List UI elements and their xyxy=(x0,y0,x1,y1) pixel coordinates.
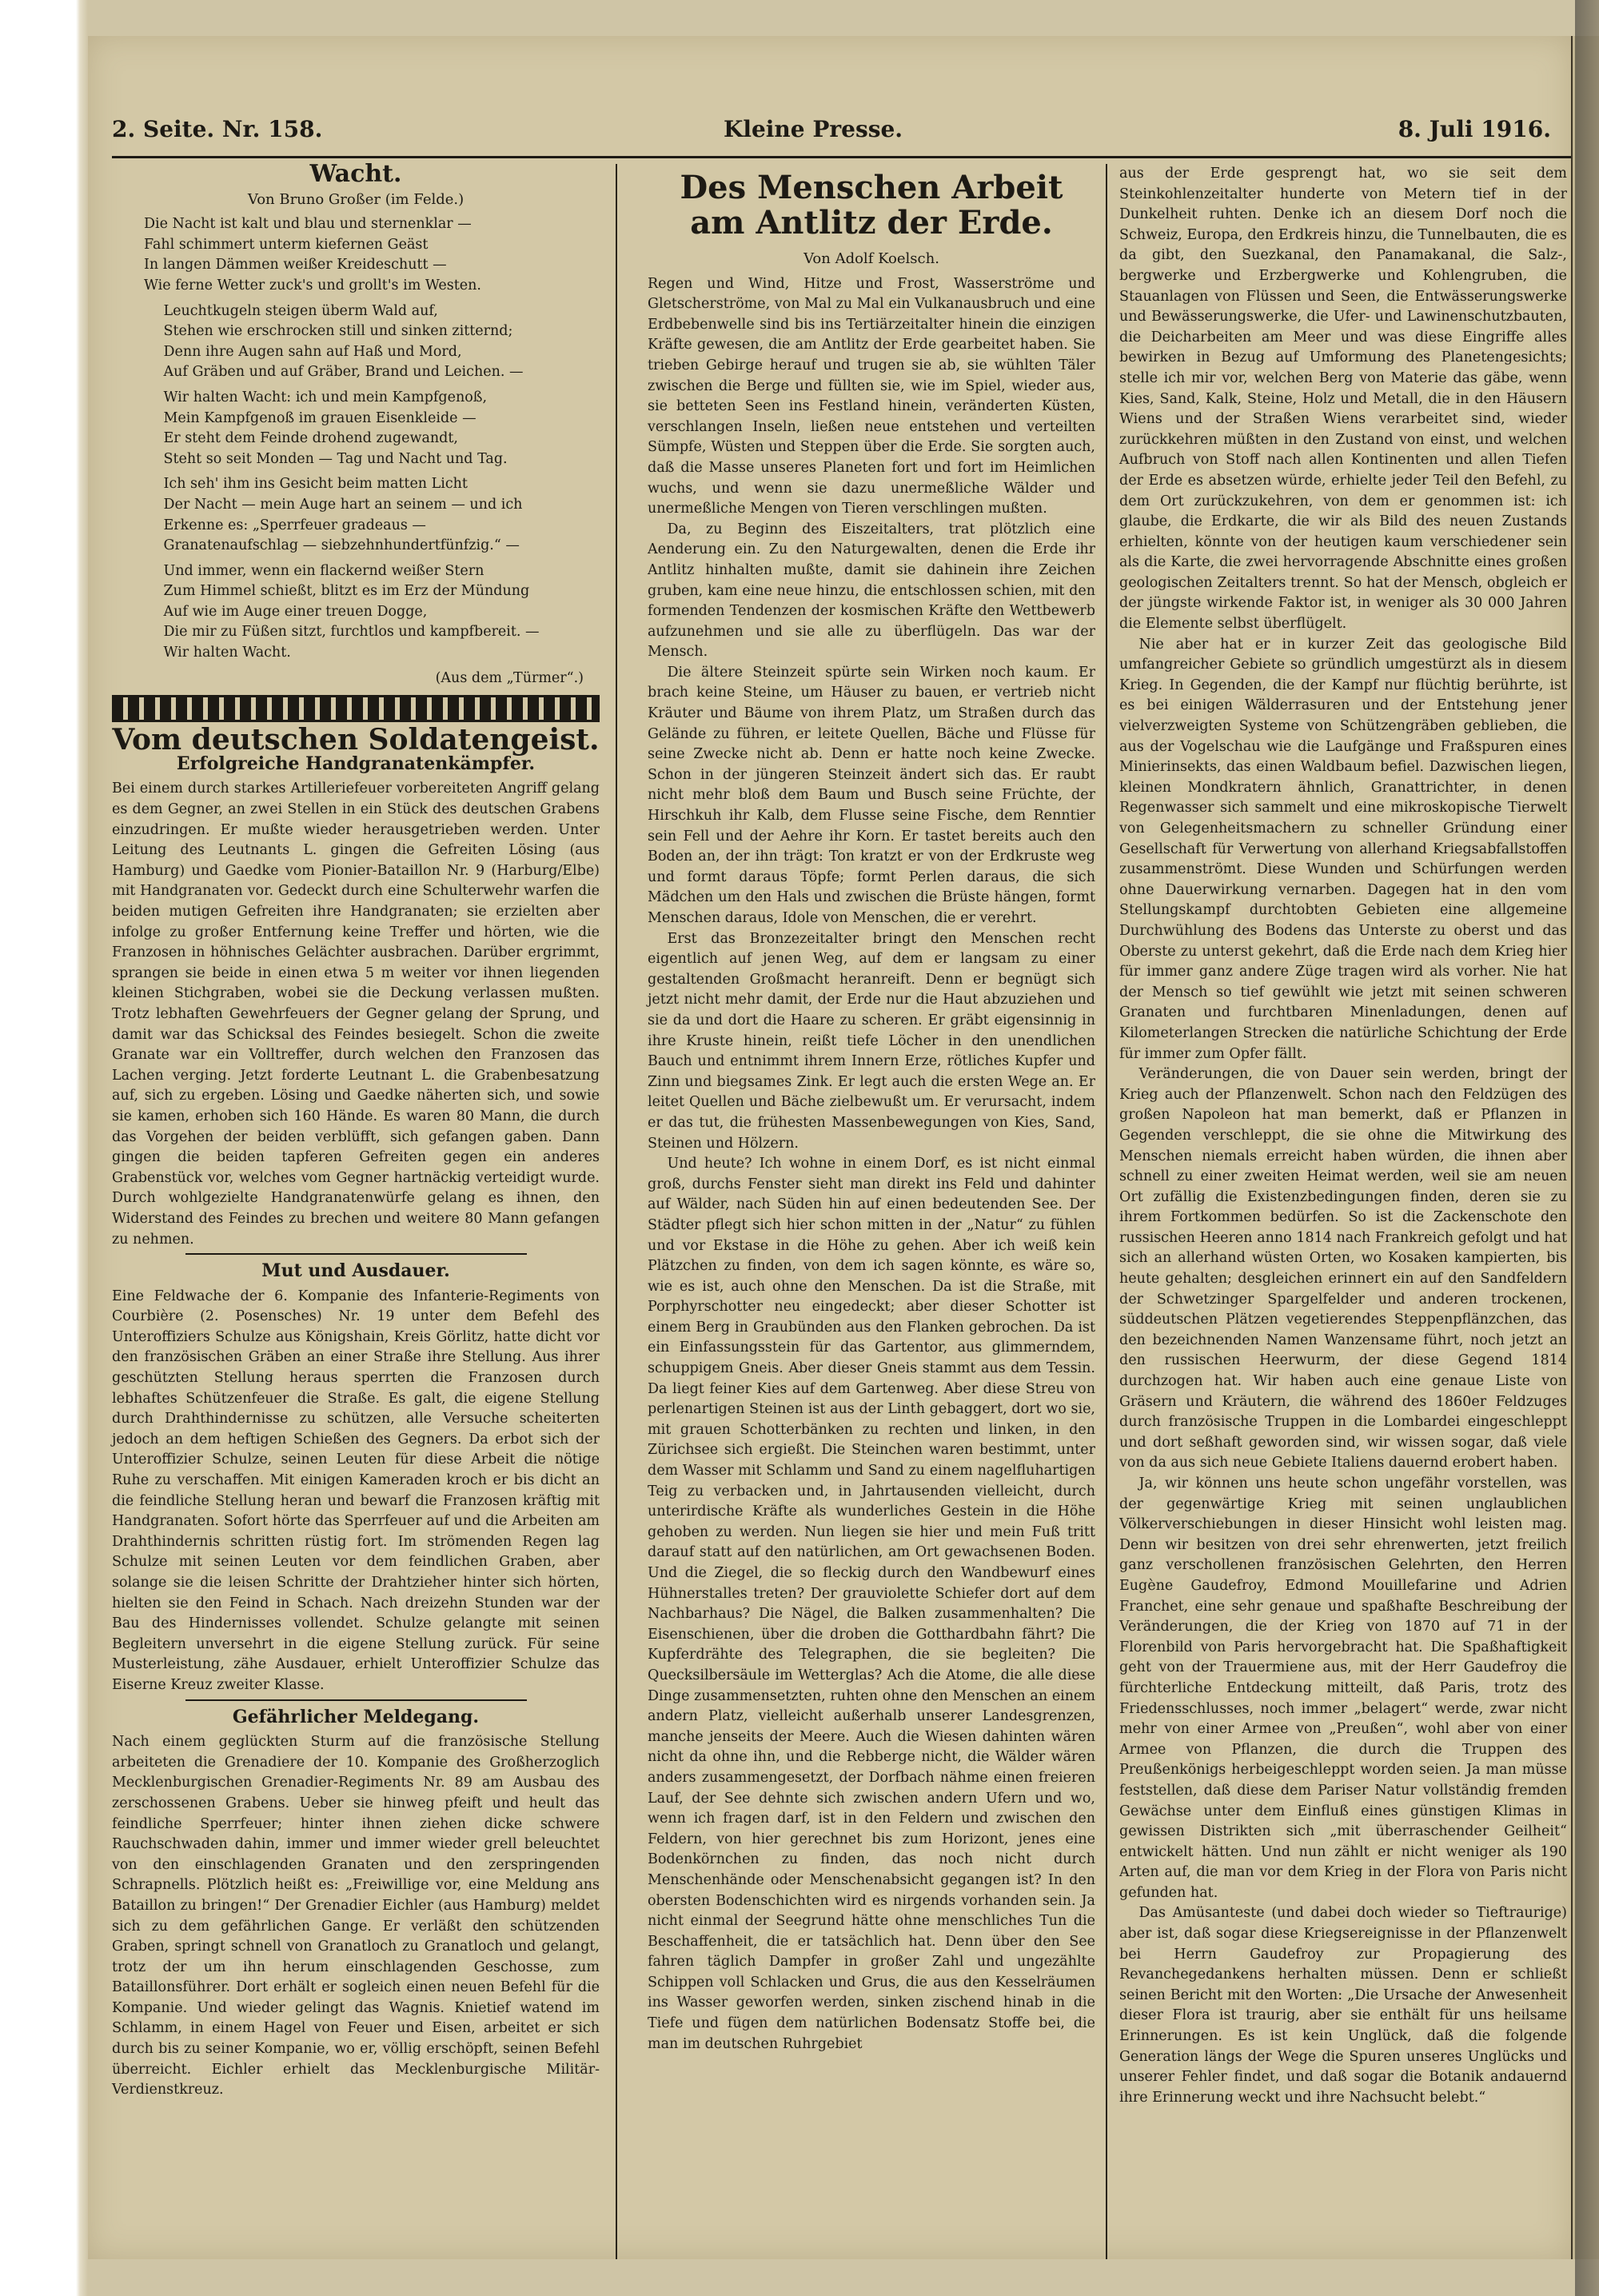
poem-line: Ich seh' ihm ins Gesicht beim matten Licht xyxy=(163,476,468,493)
article-paragraph: Nach einem geglückten Sturm auf die französische Stellung arbeiteten die Grenadiere der 10. Kompanie des Großherzoglich Mecklenburgischen Grenadier-Regiments Nr. 89 am Ausbau des zerschossenen Grabens. Ueber sie hinweg pfeift und heult das feindliche Sperrfeuer; hinter ihnen ziehen dicke schwere Rauchschwaden dahin, immer und immer wieder grell beleuchtet von den einschlagenden Granaten und den zerspringenden Schrapnells. Plötzlich heißt es: „Freiwillige vor, eine Meldung ans Bataillon zu bringen!“ Der Grenadier Eichler (aus Hamburg) meldet sich zu dem gefährlichen Gange. Er verläßt den schützenden Graben, springt schnell von Granatloch zu Granatloch und gelangt, trotz der um ihn herum einschlagenden Geschosse, zum Bataillonsführer. Dort erhält er sogleich einen neuen Befehl für die Kompanie. Und wieder gelingt das Wagnis. Knietief watend im Schlamm, in einem Hagel von Feuer und Eisen, arbeitet er sich durch bis zu seiner Kompanie, wo er, völlig erschöpft, seinen Befehl überreicht. Eichler erhielt das Mecklenburgische Militär-Verdienstkreuz. xyxy=(112,1734,600,2098)
article-paragraph: Das Amüsanteste (und dabei doch wieder so Tieftraurige) aber ist, daß sogar diese Kriegsereignisse in der Pflanzenwelt bei Herrn Gaudefroy zur Propagierung des Revanchegedankens herhalten müssen. Denn er schließt seinen Bericht mit den Worten: „Die Ursache der Anwesenheit dieser Flora ist traurig, aber sie enthält für uns heilsame Erinnerungen. Es ist kein Unglück, daß die folgende Generation längs der Wege die Spuren unseres Unglücks und unserer Fehler findet, und daß sogar die Botanik andauernd ihre Erinnerung weckt und ihre Nachsucht belebt.“ xyxy=(1119,1905,1567,2106)
header-page-number: 2. Seite. Nr. 158. xyxy=(112,116,323,142)
poem-source: (Aus dem „Türmer“.) xyxy=(435,669,584,686)
poem-line: Die mir zu Füßen sitzt, furchtlos und kampfbereit. — xyxy=(163,624,540,641)
article-paragraph: Die ältere Steinzeit spürte sein Wirken noch kaum. Er brach keine Steine, um Häuser zu bauen, er vertrieb nicht Kräuter und Bäume von ihrem Platz, um Straßen durch das Gelände zu führen, er leitete Quellen, Bäche und Flüsse für seine Zwecke nicht ab. Denn er hatte noch keine Zwecke. Schon in der jüngeren Steinzeit ändert sich das. Er raubt nicht mehr bloß dem Baum und Busch seine Früchte, der Hirschkuh ihr Kalb, dem Flusse seine Fische, dem Renntier sein Fell und der Aehre ihr Korn. Er tastet bereits auch den Boden an, der ihn trägt: Ton kratzt er von der Erdkruste weg und formt daraus Töpfe; formt Perlen daraus, die sich Mädchen um den Hals und zwischen die Brüste hängen, formt Menschen daraus, Idole von Menschen, die er verehrt. xyxy=(648,664,1095,926)
article-paragraph: aus der Erde gesprengt hat, wo sie seit dem Steinkohlenzeitalter hunderte von Metern tief in der Dunkelheit ruhten. Denke ich an diesem Dorf noch die Schweiz, Europa, den Erdkreis hinzu, die Tunnelbauten, die es da gibt, den Suezkanal, den Panamakanal, die Salz-, bergwerke und Erzbergwerke und Kohlengruben, die Stauanlagen von Flüssen und Seen, die Entwässerungswerke und Bewässerungswerke, die Ufer- und Lawinenschutzbauten, die Deicharbeiten am Meer und was diese Eingriffe alles bewirken in Bezug auf Umformung des Planetengesichts; stelle ich mir vor, welchen Berg von Materie das gäbe, wenn Kies, Sand, Kalk, Steine, Holz und Metall, die in den Häusern Wiens und der Straßen Wiens verarbeitet sind, wieder zurückkehren müßten in den Zustand von einst, und welchen Aufbruch von Stoff nach allen Kontinenten und allen Tiefen der Erde es absetzen würde, erhielte jeder Teil den Befehl, zu dem Ort zurückzukehren, von dem er genommen ist: ich glaube, die Erdkarte, die wir als Bild des neuen Zustands erhielten, könnte von der heutigen kaum verschiedener sein als die Karte, die zwei hervorragende Abschnitte eines großen geologischen Zeitalters trennt. So hat der Mensch, obgleich er der jüngste wirkende Faktor ist, in weniger als 30 000 Jahren die Elemente selbst überflügelt. xyxy=(1119,166,1567,633)
poem-line: Wie ferne Wetter zuck's und grollt's im Westen. xyxy=(144,277,481,293)
article-paragraph: Erst das Bronzezeitalter bringt den Menschen recht eigentlich auf jenen Weg, auf dem er langsam zu einer gestaltenden Großmacht heranreift. Denn er begnügt sich jetzt nicht mehr damit, der Erde nur die Haut abzuziehen und sie da und dort die Haare zu scheren. Er gräbt eigensinnig in ihre Kruste hinein, reißt tiefe Löcher in den unendlichen Bauch und entnimmt ihrem Innern Erze, rötliches Kupfer und Zinn und biegsames Zink. Er legt auch die ersten Wege an. Er leitet Quellen und Bäche zielbewußt um. Er verursacht, indem er das tut, die frühesten Massenbewegungen von Kies, Sand, Steinen und Hölzern. xyxy=(648,930,1095,1152)
article-title: Des Menschen Arbeit am Antlitz der Erde. xyxy=(680,169,1063,242)
divider xyxy=(185,1699,527,1701)
column-3 xyxy=(1119,164,1567,2108)
poem-line: Stehen wie erschrocken still und sinken zitternd; xyxy=(163,323,513,340)
poem-line: Zum Himmel schießt, blitzt es im Erz der Mündung xyxy=(163,583,530,600)
poem-line: Fahl schimmert unterm kiefernen Geäst xyxy=(144,236,429,253)
article-paragraph: Bei einem durch starkes Artilleriefeuer vorbereiteten Angriff gelang es dem Gegner, an zwei Stellen in ein Stück des deutschen Grabens einzudringen. Er mußte wieder herausgetrieben werden. Unter Leitung des Leutnants L. gingen die Gefreiten Lösing (aus Hamburg) und Gaedke vom Pionier-Bataillon Nr. 9 (Harburg/Elbe) mit Handgranaten vor. Gedeckt durch eine Schulterwehr warfen die beiden mutigen Gefreiten ihre Handgranaten; sie erzielten aber infolge zu großer Entfernung keine Treffer und hörten, wie die Franzosen in höhnisches Gelächter ausbrachen. Darüber ergrimmt, sprangen sie beide in einen etwa 5 m weiter vor ihnen liegenden kleinen Stichgraben, wobei sie die Deckung verlassen mußten. Trotz lebhaften Gewehrfeuers der Gegner gelang der Sprung, und damit war das Schicksal des Feindes besiegelt. Schon die zweite Granate war ein Volltreffer, durch welchen den Franzosen das Lachen verging. Jetzt forderte Leutnant L. die Grabenbesatzung auf, sich zu ergeben. Lösing und Gaedke näherten sich, und sowie sie kamen, erhoben sich 160 Hände. Es waren 80 Mann, die durch das Vorgehen der beiden verblüfft, sich gefangen gaben. Dann gingen die beiden tapferen Gefreiten gegen ein anderes Grabenstück vor, welches vom Gegner hartnäckig verteidigt wurde. Durch wohlgezielte Handgranatenwürfe gelang es ihnen, den Widerstand des Feindes zu brechen und weitere 80 Mann gefangen zu nehmen. xyxy=(112,781,600,1248)
newspaper-page xyxy=(88,36,1571,2259)
article-paragraph: Eine Feldwache der 6. Kompanie des Infanterie-Regiments von Courbière (2. Posensches) Nr. 19 unter dem Befehl des Unteroffiziers Schulze aus Königshain, Kreis Görlitz, hatte dicht vor den französischen Gräben an einer Straße ihre Stellung. Aus ihrer geschützten Stellung heraus sperrten die Franzosen durch lebhaftes Schützenfeuer die Straße. Es galt, die eigene Stellung durch Drahthindernisse zu schützen, alle Versuche scheiterten jedoch an dem heftigen Schießen des Gegners. Da erbot sich der Unteroffizier Schulze, seinen Leuten für diese Arbeit die nötige Ruhe zu verschaffen. Mit einigen Kameraden kroch er bis dicht an die feindliche Stellung heran und bewarf die Franzosen kräftig mit Handgranaten. Sofort hörte das Sperrfeuer auf und die Arbeiten am Drahthindernis schritten rüstig fort. Im strömenden Regen lag Schulze mit seinen Leuten vor dem feindlichen Graben, aber solange sie die leisen Schritte der Drahtzieher hinter sich hörten, hielten sie den Feind in Schach. Nach dreizehn Stunden war der Bau des Hindernisses vollendet. Schulze gelangte mit seinen Begleitern unversehrt in die eigene Stellung zurück. Für seine Musterleistung, zähe Ausdauer, erhielt Unteroffizier Schulze das Eiserne Kreuz zweiter Klasse. xyxy=(112,1288,600,1693)
poem-line: Steht so seit Monden — Tag und Nacht und Tag. xyxy=(163,450,508,467)
subheading-handgranaten: Erfolgreiche Handgranatenkämpfer. xyxy=(176,753,536,774)
article-byline: Von Adolf Koelsch. xyxy=(803,250,939,267)
poem-line: Mein Kampfgenoß im grauen Eisenkleide — xyxy=(163,409,477,426)
article-continuation xyxy=(1119,164,1567,2108)
article-paragraph: Regen und Wind, Hitze und Frost, Wasserströme und Gletscherströme, von Mal zu Mal ein Vulkanausbruch und eine Erdbebenwelle sind bis ins Tertiärzeitalter hinein die einzigen Kräfte gewesen, die am Antlitz der Erde gearbeitet haben. Sie trieben Gebirge herauf und trugen sie ab, sie wühlten Täler zwischen die Berge und füllten sie, wie im Spiel, wieder aus, sie betteten Seen ins Festland hinein, veränderten Küsten, verschlangen Inseln, ließen neue entstehen und verteilten Sümpfe, Wüsten und Steppen über die Erde. Sie sorgten auch, daß die Masse unseres Planeten fort und fort im Heimlichen wuchs, und wenn sie dazu unermeßliche Wälder und unermeßliche Mengen von Tieren verschlingen mußten. xyxy=(648,275,1095,517)
poem-title: Wacht. xyxy=(309,160,402,188)
poem-line: Denn ihre Augen sahn auf Haß und Mord, xyxy=(163,343,462,360)
poem-stanza xyxy=(144,388,600,469)
header-rule xyxy=(112,156,1575,158)
article-paragraph: Und heute? Ich wohne in einem Dorf, es ist nicht einmal groß, durchs Fenster sieht man direkt ins Feld und dahinter auf Wälder, nach Süden hin auf einen bedeutenden See. Der Städter pflegt sich hier schon mitten in der „Natur“ zu fühlen und vor Ekstase in die Höhe zu gehen. Aber ich weiß kein Plätzchen zu finden, von dem ich sagen könnte, es wäre so, wie es ist, auch ohne den Menschen. Da ist die Straße, mit Porphyrschotter neu eingedeckt; aber dieser Schotter ist einem Berg in Graubünden aus den Flanken gebrochen. Da ist ein Einfassungsstein für das Gartentor, aus glimmerndem, schuppigem Gneis. Aber dieser Gneis stammt aus dem Tessin. Da liegt feiner Kies auf dem Gartenweg. Aber diese Streu von perlenartigen Steinen ist aus der Linth gebaggert, dort wo sie, mit grauen Schotterbänken zu rechten und linken, in den Zürichsee sich ergießt. Die Steinchen waren bestimmt, unter dem Wasser mit Schlamm und Sand zu einem nagelfluhartigen Teig zu verbacken und, in Jahrtausenden vielleicht, durch unterirdische Kräfte als wunderliches Gestein in die Höhe gehoben zu werden. Nun liegen sie hier und mein Fuß tritt darauf statt auf den natürlichen, am Ort gewachsenen Boden. Und die Ziegel, die so fleckig durch den Wandbewurf eines Hühnerstalles treten? Der grauviolette Schiefer dort auf dem Nachbarhaus? Die Nägel, die Balken zusammenhalten? Die Eisenschienen, über die droben die Gotthardbahn fährt? Die Kupferdrähte des Telegraphen, die sie begleiten? Die Quecksilbersäule im Wetterglas? Ach die Atome, die alle diese Dinge zusammensetzten, ruhten ohne den Menschen an einem andern Platz, vielleicht außerhalb unserer Landesgrenzen, manche jenseits der Meere. Auch die Wiesen dahinten wären nicht da ohne ihn, und die Rebberge nicht, die Wälder wären anders zusammengesetzt, der Dorfbach nähme einen freieren Lauf, der See dehnte sich zwischen andern Ufern und wo, wenn ich fragen darf, ist in den Feldern und zwischen den Feldern, von hier gerechnet bis zum Horizont, jenes eine Bodenkörnchen zu finden, das noch nicht durch Menschenhände oder Menschenabsicht gegangen ist? In den obersten Bodenschichten wird es nirgends vorhanden sein. Ja nicht einmal der Seegrund hätte ohne menschliches Tun die Beschaffenheit, die er tatsächlich hat. Denn über den See fahren täglich Dampfer in großer Zahl und ungezählte Schippen voll Schlacken und Grus, die aus den Kesselräumen ins Wasser geworfen werden, sinken zischend hinab in die Tiefe und fügen dem natürlichen Bodensatz Stoffe bei, die man im deutschen Ruhrgebiet xyxy=(648,1156,1095,2052)
poem-body xyxy=(112,214,600,663)
poem-byline: Von Bruno Großer (im Felde.) xyxy=(247,190,465,208)
divider xyxy=(185,1253,527,1255)
poem-line: Erkenne es: „Sperrfeuer gradeaus — xyxy=(163,517,426,533)
poem-line: In langen Dämmen weißer Kreideschutt — xyxy=(144,257,447,274)
poem-line: Und immer, wenn ein flackernd weißer Stern xyxy=(163,562,484,579)
poem-stanza xyxy=(144,301,600,383)
column-rule-2 xyxy=(1106,164,1107,2259)
poem-stanza xyxy=(144,474,600,556)
poem-line: Der Nacht — mein Auge hart an seinem — und ich xyxy=(163,496,523,513)
poem-line: Leuchtkugeln steigen überm Wald auf, xyxy=(163,302,438,319)
poem-line: Wir halten Wacht. xyxy=(163,645,291,661)
column-rule-1 xyxy=(616,164,617,2259)
subheading-mut: Mut und Ausdauer. xyxy=(261,1260,450,1282)
header-date: 8. Juli 1916. xyxy=(1398,116,1551,142)
column-1 xyxy=(112,160,600,2101)
header-masthead: Kleine Presse. xyxy=(724,116,903,142)
article-paragraph: Veränderungen, die von Dauer sein werden, bringt der Krieg auch der Pflanzenwelt. Schon nach den Feldzügen des großen Napoleon hat man bemerkt, daß er Pflanzen in Gegenden verschleppt, die sie ohne die Mitwirkung des Menschen niemals erreicht haben würden, die ihnen aber schnell zu einer zweiten Heimat werden, weil sie am neuen Ort zufällig die Existenzbedingungen finden, deren sie zu ihrem Fortkommen bedürfen. So ist die Zackenschote den russischen Heeren anno 1814 nach Frankreich gefolgt und hat sich an allerhand wüsten Orten, wo Kosaken kampierten, bis heute gehalten; desgleichen erinnert ein auf den Sandfeldern der Schwetzinger Spargelfelder und anderen trockenen, süddeutschen Plätzen vegetierendes Steppenpflänzchen, das den bezeichnenden Namen Wanzensame führt, noch jetzt an den russischen Heerwurm, der diese Gegend 1814 durchzogen hat. Wir haben auch eine genaue Liste von Gräsern und Kräutern, die während des 1860er Feldzuges durch französische Truppen in die Lombardei eingeschleppt und dort seßhaft geworden sind, wir wissen sogar, daß viele von da aus sich neue Gebiete Italiens dauernd erobert haben. xyxy=(1119,1066,1567,1471)
article-paragraph: Da, zu Beginn des Eiszeitalters, trat plötzlich eine Aenderung ein. Zu den Naturgewalten, denen die Erde ihr Antlitz hinhalten mußte, damit sie dahinein ihre Zeichen gruben, kam eine neue hinzu, die entschlossen schien, mit den formenden Tendenzen der kosmischen Kräfte den Wettbewerb aufzunehmen und sie alle zu überflügeln. Das war der Mensch. xyxy=(648,521,1095,661)
poem-line: Die Nacht ist kalt und blau und sternenklar — xyxy=(144,216,472,233)
poem-line: Auf wie im Auge einer treuen Dogge, xyxy=(163,603,428,620)
ornament-divider xyxy=(112,695,600,722)
column-2 xyxy=(648,164,1095,2054)
article-body xyxy=(648,274,1095,2055)
poem-stanza xyxy=(144,561,600,664)
poem-stanza xyxy=(144,214,600,296)
article-paragraph: Nie aber hat er in kurzer Zeit das geologische Bild umfangreicher Gebiete so gründlich umgestürzt als in diesem Krieg. In Gegenden, die der Kampf nur flüchtig berührte, ist es bei einigen Wälderrasuren und der Entstehung jener vielverzweigten Systeme von Schützengräben geblieben, die aus der Vogelschau wie die Laufgänge und Fraßspuren eines Minierinsekts, das einen Waldbaum befiel. Dazwischen liegen, kleinen Mondkratern ähnlich, Granattrichter, in denen Regenwasser sich sammelt und eine mikroskopische Tierwelt von Gelegenheitsmachern zu schneller Gründung einer Gesellschaft für Verwertung von allerhand Kriegsabfallstoffen zusammenströmt. Diese Wunden und Schürfungen werden ohne Dauerwirkung vernarben. Dagegen hat in den vom Stellungskampf durchtobten Gebieten eine allgemeine Durchwühlung des Bodens das Unterste zu oberst und das Oberste zu unterst gekehrt, daß die Erde nach dem Krieg hier für immer ganz andere Züge tragen wird als vorher. Nie hat der Mensch so tief gewühlt wie jetzt mit seinen schweren Granaten und furchtbaren Minenladungen, denen auf Kilometerlangen Strecken die natürliche Schichtung der Erde für immer zum Opfer fällt. xyxy=(1119,636,1567,1062)
poem-line: Er steht dem Feinde drohend zugewandt, xyxy=(163,430,458,447)
subheading-meldegang: Gefährlicher Meldegang. xyxy=(232,1706,480,1727)
article-paragraph: Ja, wir können uns heute schon ungefähr vorstellen, was der gegenwärtige Krieg mit seinen unglaublichen Völkerverschiebungen in dieser Hinsicht wohl leisten mag. Denn wir besitzen von drei sehr ehrenwerten, jetzt freilich ganz verschollenen französischen Gelehrten, den Herren Eugène Gaudefroy, Edmond Mouillefarine und Adrien Franchet, eine sehr genaue und spaßhafte Beschreibung der Veränderungen, die der Krieg von 1870 auf 71 in der Florenbild von Paris hervorgebracht hat. Die Spaßhaftigkeit geht von der Trauermiene aus, mit der Herr Gaudefroy die fürchterliche Entdeckung mitteilt, daß Paris, trotz des Friedensschlusses, noch immer „belagert“ werde, zwar nicht mehr von einer Armee von „Preußen“, wohl aber von einer Armee von Pflanzen, die durch die Truppen des Preußenkönigs herbeigeschleppt worden seien. Ja man müsse feststellen, daß diese dem Pariser Natur vollständig fremden Gewächse unter dem Einfluß eines günstigen Klimas in gewissen Distrikten sich „mit überraschender Geilheit“ entwickelt hätten. Und nun zählt er nicht weniger als 190 Arten auf, die man vor dem Krieg in der Flora von Paris nicht gefunden hat. xyxy=(1119,1475,1567,1901)
section-title: Vom deutschen Soldatengeist. xyxy=(112,723,600,757)
poem-line: Granatenaufschlag — siebzehnhundertfünfzig.“ — xyxy=(163,537,520,554)
poem-line: Auf Gräben und auf Gräber, Brand und Leichen. — xyxy=(163,364,524,381)
scan-edge-shadow xyxy=(1575,0,1599,2296)
poem-line: Wir halten Wacht: ich und mein Kampfgenoß, xyxy=(163,389,488,405)
